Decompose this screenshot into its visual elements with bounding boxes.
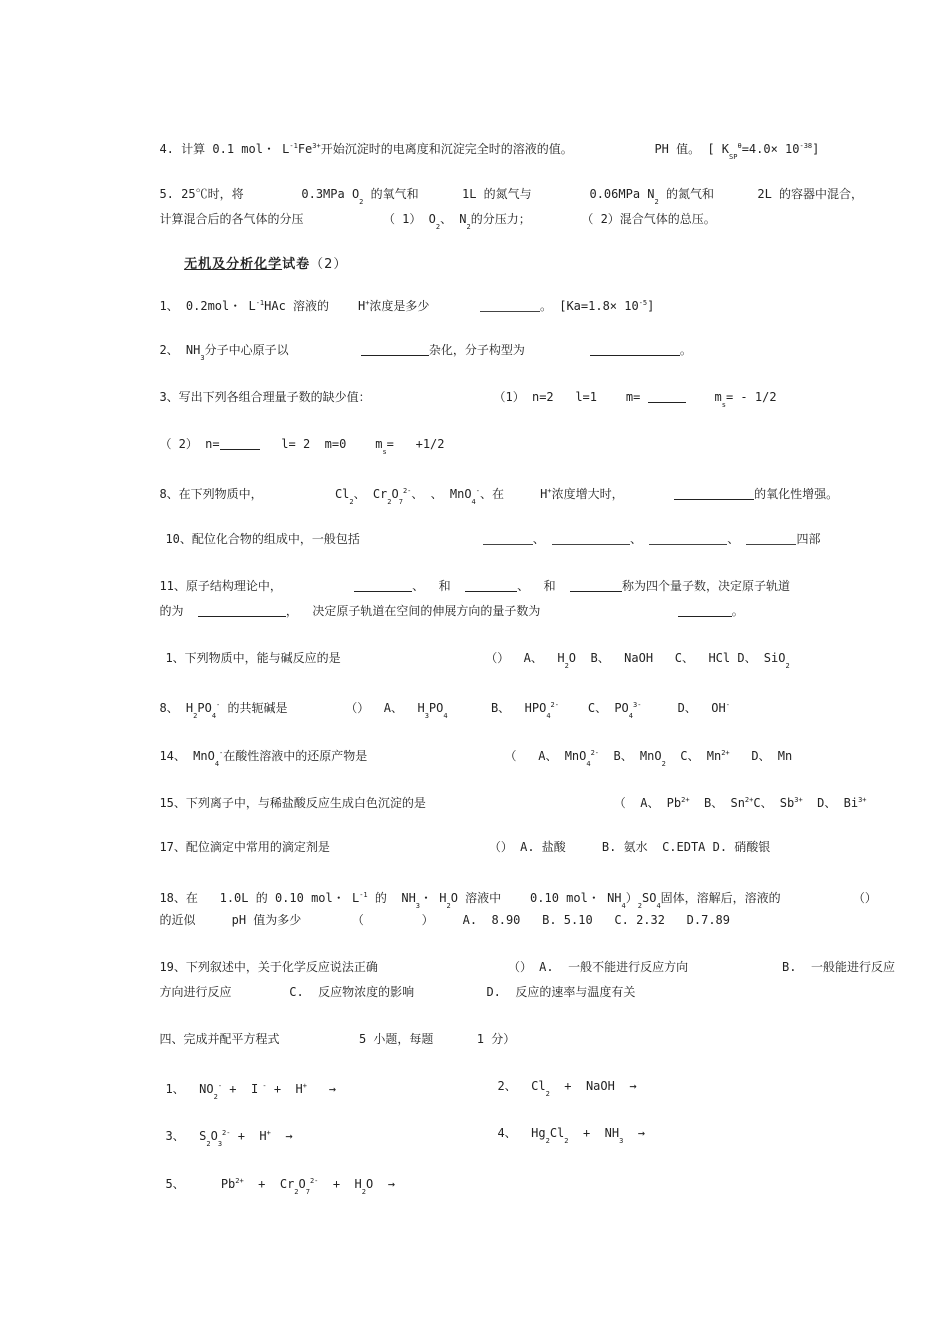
section-equations: 四、完成并配平方程式 5 小题，每题 1 分） — [159, 1032, 516, 1046]
equation-3: 3、 $S_2O_3^{2-} + H^+$ → — [165, 1129, 293, 1148]
question-4-ksp: PH 值。 [ $K_{SP}^\theta=4.0\times 10^{-38}$] — [654, 142, 820, 161]
choice-15: 15、下列离子中，与稀盐酸反应生成白色沉淀的是 （ A、 $Pb^{2+}$ B、 $Sn^{2+}C$、 $Sb^{3+}$ D、 $Bi^{3+}$ — [159, 796, 867, 810]
question-4: 4. 计算 0.1 mol・ $L^{-1}Fe^{3+}$开始沉淀时的电离度和沉淀完全时的溶液的值。 — [159, 142, 573, 156]
section-title: 无机及分析化学试卷（2） — [184, 257, 348, 272]
fill-10: 10、配位化合物的组成中，一般包括 、 、 、 四部 — [165, 532, 821, 546]
choice-18-line2: 的近似 pH 值为多少 （ ） A. 8.90 B. 5.10 C. 2.32 D.7.89 — [159, 913, 731, 927]
fill-2: 2、 $NH_3$分子中心原子以 杂化，分子构型为 。 — [159, 343, 692, 362]
choice-1: 1、下列物质中，能与碱反应的是 （） A、 $H_2O$ B、 NaOH C、 HCl D、 SiO$_2$ — [165, 651, 790, 670]
fill-11: 11、原子结构理论中， 、 和 、 和 称为四个量子数，决定原子轨道 — [159, 579, 791, 593]
fill-3: 3、写出下列各组合理量子数的缺少值： （1） n=2 l=1 m= $m_s= - 1/2$ — [159, 390, 777, 409]
fill-1: 1、 0.2mol・ $L^{-1}HAc$ 溶液的 H+浓度是多少 。 $[Ka=1.8\times 10^{-5}]$ — [159, 299, 655, 313]
choice-14: 14、 MnO$_4$-在酸性溶液中的还原产物是 （ A、 MnO$_4^{2-}$ B、 MnO$_2$ C、 $Mn^{2+}$ D、 Mn — [159, 749, 793, 768]
choice-19-line2: 方向进行反应 C. 反应物浓度的影响 D. 反应的速率与温度有关 — [159, 985, 636, 999]
fill-11-line2: 的为 ， 决定原子轨道在空间的伸展方向的量子数为 。 — [159, 604, 744, 618]
choice-19: 19、下列叙述中，关于化学反应说法正确 （） A. 一般不能进行反应方向 B. 一般能进行反应 — [159, 960, 895, 974]
equation-1: 1、 $NO_2^- + I$ - + H+ → — [165, 1082, 336, 1101]
fill-3b: （ 2） n= l= 2 m=0 $m_s=$ +1/2 — [159, 437, 445, 456]
question-5: 5. 25℃时，将 0.3MPa $O_2$ 的氧气和 1L 的氮气与 0.06MPa $N_2$ 的氮气和 2L 的容器中混合， — [159, 187, 864, 206]
choice-18: 18、在 1.0L 的 0.10 mol・ $L^{-1}$ 的 $NH_3$・ $H_2O$ 溶液中 0.10 mol・ $NH_4)_2SO_4$固体，溶解后，溶液的 （） — [159, 891, 877, 910]
choice-17: 17、配位滴定中常用的滴定剂是 （） A. 盐酸 B. 氨水 C.EDTA D. 硝酸银 — [159, 840, 771, 854]
question-5-line2: 计算混合后的各气体的分压 （ 1） $O_2$、 $N_2$的分压力； （ 2）混合气体的总压。 — [159, 212, 716, 231]
equation-4: 4、 $Hg_2Cl_2 + NH_3$ → — [497, 1126, 645, 1145]
equation-5: 5、 $Pb^{2+} + Cr_2O_7^{2-} + H_2O$ → — [165, 1177, 395, 1196]
fill-8: 8、在下列物质中， $Cl_2$、 $Cr_2O_7^{2-}$、 、 MnO$_4$-、在 H+浓度增大时， 的氧化性增强。 — [159, 487, 839, 506]
equation-2: 2、 $Cl_2$ + NaOH → — [497, 1079, 637, 1098]
choice-8: 8、 $H_2PO_4^-$ 的共轭碱是 （） A、 $H_3PO_4$ B、 $HPO_4^{2-}$ C、 $PO_4^{3-}$ D、 OH- — [159, 701, 730, 720]
